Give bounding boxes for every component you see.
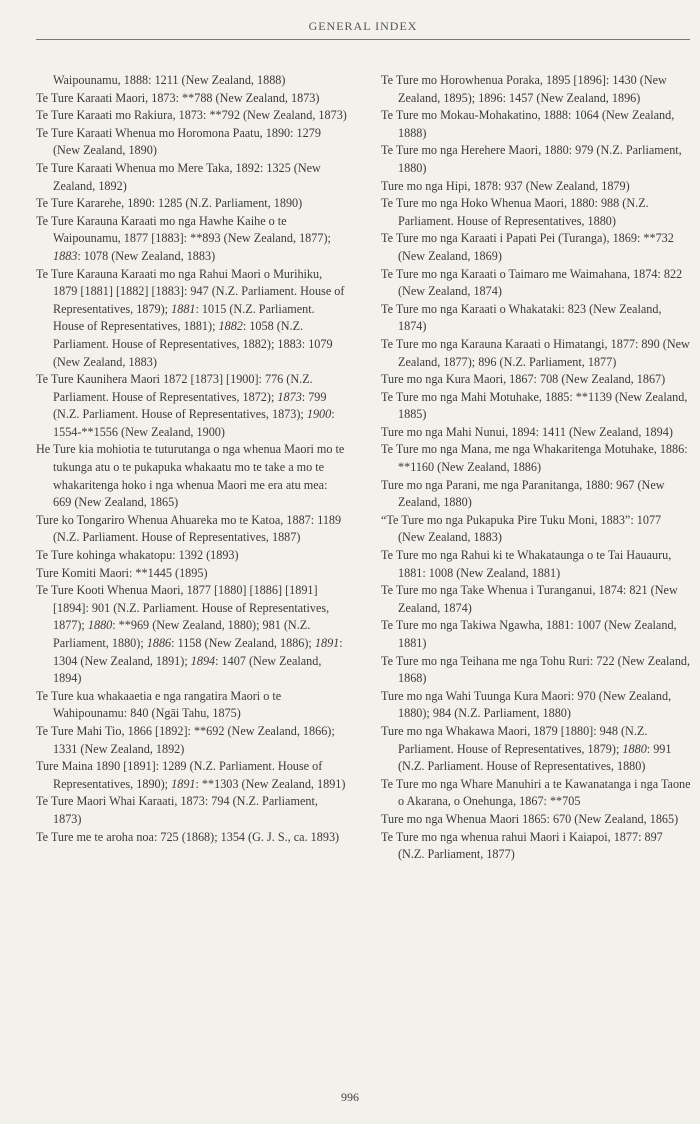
index-entry [36, 829, 348, 847]
index-entry [36, 213, 348, 266]
index-entry-text: : 991 (N.Z. Parliament. House of Representatives, 1880) [398, 741, 672, 774]
index-entry-text: Ture mo nga Wahi Tuunga Kura Maori: 970 (New Zealand, 1880); 984 (N.Z. Parliament, 1880) [381, 688, 672, 721]
index-entry-text: Ture mo nga Parani, me nga Paranitanga, 1880: 967 (New Zealand, 1880) [381, 477, 665, 510]
index-entry-text: Te Ture Karaati Maori, 1873: **788 (New Zealand, 1873) [36, 90, 320, 105]
page-header: GENERAL INDEX [308, 19, 418, 33]
index-entry [381, 142, 691, 177]
index-entry [381, 776, 691, 811]
index-entry-text: Ture mo nga Mahi Nunui, 1894: 1411 (New Zealand, 1894) [381, 424, 673, 439]
index-entry [381, 617, 691, 652]
index-entry-text: : 1304 (New Zealand, 1891); [53, 636, 343, 668]
index-entry-text: Te Ture mo nga Karauna Karaati o Himatangi, 1877: 890 (New Zealand, 1877); 896 (N.Z. Parliament, 1877) [381, 336, 690, 369]
index-entry-text: Te Ture mo nga Takiwa Ngawha, 1881: 1007 (New Zealand, 1881) [381, 618, 677, 650]
index-entry-year-italic: 1882 [218, 319, 243, 334]
index-entry-text: Te Ture Karauna Karaati mo nga Hawhe Kaihe o te Waipounamu, 1877 [1883]: **893 (New Zealand, 1877); [36, 213, 331, 246]
index-entry-year-italic: 1880 [87, 618, 113, 633]
index-entry [381, 195, 691, 230]
index-entry [381, 547, 691, 582]
index-column-left [36, 72, 348, 846]
index-entry [36, 90, 348, 108]
index-entry-text: Ture mo nga Whenua Maori 1865: 670 (New Zealand, 1865) [381, 811, 679, 826]
index-entry-text: Te Ture Kararehe, 1890: 1285 (N.Z. Parliament, 1890) [36, 196, 303, 211]
index-entry-text: Te Ture mo nga Karaati o Taimaro me Waimahana, 1874: 822 (New Zealand, 1874) [381, 266, 683, 299]
index-entry-year-italic: 1873 [277, 389, 302, 404]
index-entry [381, 107, 691, 142]
index-entry [381, 653, 691, 688]
index-entry-text: : 1078 (New Zealand, 1883) [77, 248, 216, 263]
index-entry-text: Ture mo nga Kura Maori, 1867: 708 (New Zealand, 1867) [381, 372, 666, 387]
index-entry-text: Te Ture Karauna Karaati mo nga Rahui Maori o Murihiku, 1879 [1881] [1882] [1883]: 947 (N.Z. Parliament. House of Representatives, 1879); [36, 266, 345, 316]
index-entry-text: Te Ture mo nga Teihana me nga Tohu Ruri: 722 (New Zealand, 1868) [381, 653, 691, 686]
index-entry-text: He Ture kia mohiotia te tuturutanga o nga whenua Maori mo te tukunga atu o te pukapuka whakaatu mo te take a mo te whakaritenga hoko i nga whenua Maori me era atu mea: 669 (New Zealand, 1865) [36, 442, 345, 510]
index-entry [36, 547, 348, 565]
index-entry-text: Te Ture mo nga Rahui ki te Whakataunga o te Tai Hauauru, 1881: 1008 (New Zealand, 1881) [381, 548, 672, 580]
header-rule [36, 39, 690, 40]
index-entry-text: : 1058 (N.Z. Parliament. House of Representatives, 1882); 1883: 1079 (New Zealand, 1883) [53, 319, 333, 369]
index-entry-text: Te Ture me te aroha noa: 725 (1868); 1354 (G. J. S., ca. 1893) [36, 829, 340, 844]
index-entry-text: : 1158 (New Zealand, 1886); [171, 636, 315, 650]
index-entry-text: Ture ko Tongariro Whenua Ahuareka mo te Katoa, 1887: 1189 (N.Z. Parliament. House of Representatives, 1887) [36, 512, 342, 545]
index-entry [36, 512, 348, 547]
index-entry-text: : **969 (New Zealand, 1880); 981 (N.Z. Parliament, 1880); [53, 618, 311, 650]
index-entry [36, 758, 348, 793]
index-entry [381, 441, 691, 476]
index-entry [36, 195, 348, 213]
page-number: 996 [341, 1090, 359, 1104]
index-entry [381, 178, 691, 196]
index-entry-year-italic: 1883 [53, 248, 78, 263]
index-entry-text: Te Ture Karaati Whenua mo Mere Taka, 1892: 1325 (New Zealand, 1892) [36, 160, 321, 193]
index-entry [36, 72, 348, 90]
index-entry-year-italic: 1886 [146, 636, 172, 650]
index-entry [381, 424, 691, 442]
index-entry [36, 565, 348, 583]
index-entry [36, 723, 348, 758]
index-entry-text: Waipounamu, 1888: 1211 (New Zealand, 1888) [53, 73, 286, 87]
index-entry-year-italic: 1880 [622, 741, 647, 756]
index-entry [36, 125, 348, 160]
index-entry-text: Te Ture Karaati Whenua mo Horomona Paatu, 1890: 1279 (New Zealand, 1890) [36, 125, 321, 158]
index-entry-text: : 1554-**1556 (New Zealand, 1900) [53, 407, 335, 439]
index-entry [381, 301, 691, 336]
index-entry [36, 793, 348, 828]
index-entry [36, 371, 348, 441]
index-entry-text: Te Ture Mahi Tio, 1866 [1892]: **692 (New Zealand, 1866); 1331 (New Zealand, 1892) [36, 723, 335, 756]
index-entry-year-italic: 1881 [171, 301, 196, 316]
index-entry-text: Te Ture mo nga Hoko Whenua Maori, 1880: 988 (N.Z. Parliament. House of Representatives, 1880) [381, 196, 649, 228]
index-entry-text: Te Ture mo nga Karaati i Papati Pei (Turanga), 1869: **732 (New Zealand, 1869) [381, 231, 674, 263]
index-entry [381, 829, 691, 864]
index-entry [381, 72, 691, 107]
index-entry-text: Te Ture Kaunihera Maori 1872 [1873] [1900]: 776 (N.Z. Parliament. House of Representatives, 1872); [36, 372, 313, 404]
index-entry-text: Te Ture mo nga Mana, me nga Whakaritenga Motuhake, 1886: **1160 (New Zealand, 1886) [381, 442, 688, 475]
index-entry-text: : **1303 (New Zealand, 1891) [195, 776, 346, 791]
index-entry [381, 582, 691, 617]
index-entry [381, 477, 691, 512]
index-entry-text: Ture Maina 1890 [1891]: 1289 (N.Z. Parliament. House of Representatives, 1890); [36, 759, 323, 791]
index-entry [381, 389, 691, 424]
index-entry-text: “Te Ture mo nga Pukapuka Pire Tuku Moni, 1883”: 1077 (New Zealand, 1883) [381, 512, 662, 545]
index-entry-text: Te Ture mo nga Herehere Maori, 1880: 979 (N.Z. Parliament, 1880) [381, 143, 682, 175]
index-entry-text: Te Ture mo nga Mahi Motuhake, 1885: **1139 (New Zealand, 1885) [381, 389, 688, 422]
index-entry [381, 230, 691, 265]
index-entry [36, 160, 348, 195]
index-entry [381, 688, 691, 723]
index-entry-text: Te Ture mo nga whenua rahui Maori i Kaiapoi, 1877: 897 (N.Z. Parliament, 1877) [381, 829, 663, 862]
index-entry-text: : 1407 (New Zealand, 1894) [53, 653, 322, 686]
index-entry-year-italic: 1891 [314, 636, 340, 650]
index-entry-text: : 799 (N.Z. Parliament. House of Representatives, 1873); [53, 389, 327, 422]
index-entry [381, 371, 691, 389]
index-entry-text: : 1015 (N.Z. Parliament. House of Representatives, 1881); [53, 301, 315, 334]
index-column-right [381, 72, 691, 864]
index-entry-text: Te Ture Karaati mo Rakiura, 1873: **792 (New Zealand, 1873) [36, 108, 347, 123]
index-entry [36, 107, 348, 125]
index-entry [36, 582, 348, 688]
index-entry [36, 688, 348, 723]
index-entry [381, 336, 691, 371]
index-entry-text: Te Ture mo nga Karaati o Whakataki: 823 (New Zealand, 1874) [381, 301, 662, 334]
index-entry-text: Ture mo nga Hipi, 1878: 937 (New Zealand, 1879) [381, 178, 630, 193]
index-entry [381, 723, 691, 776]
index-entry [381, 811, 691, 829]
index-entry-text: Te Ture mo nga Whare Manuhiri a te Kawanatanga i nga Taone o Akarana, o Onehunga, 1867: **705 [381, 776, 691, 809]
index-entry-text: Te Ture mo Mokau-Mohakatino, 1888: 1064 (New Zealand, 1888) [381, 108, 675, 140]
index-entry [381, 266, 691, 301]
index-entry-text: Te Ture kohinga whakatopu: 1392 (1893) [36, 548, 239, 563]
index-entry-year-italic: 1900 [306, 407, 332, 422]
index-entry-year-italic: 1891 [171, 776, 196, 791]
index-entry-text: Te Ture mo Horowhenua Poraka, 1895 [1896]: 1430 (New Zealand, 1895); 1896: 1457 (New Zealand, 1896) [381, 73, 667, 105]
index-entry-year-italic: 1894 [190, 653, 216, 668]
index-entry-text: Te Ture kua whakaaetia e nga rangatira Maori o te Wahipounamu: 840 (Ngāi Tahu, 1875) [36, 688, 282, 721]
index-entry [36, 441, 348, 511]
index-entry [36, 266, 348, 372]
index-entry-text: Ture mo nga Whakawa Maori, 1879 [1880]: 948 (N.Z. Parliament. House of Representatives, 1879); [381, 723, 648, 756]
index-entry [381, 512, 691, 547]
index-entry-text: Te Ture Maori Whai Karaati, 1873: 794 (N.Z. Parliament, 1873) [36, 794, 318, 826]
index-entry-text: Te Ture Kooti Whenua Maori, 1877 [1880] [1886] [1891] [1894]: 901 (N.Z. Parliament. House of Representatives, 1877); [36, 583, 330, 633]
index-entry-text: Ture Komiti Maori: **1445 (1895) [36, 565, 208, 580]
index-entry-text: Te Ture mo nga Take Whenua i Turanganui, 1874: 821 (New Zealand, 1874) [381, 583, 678, 615]
